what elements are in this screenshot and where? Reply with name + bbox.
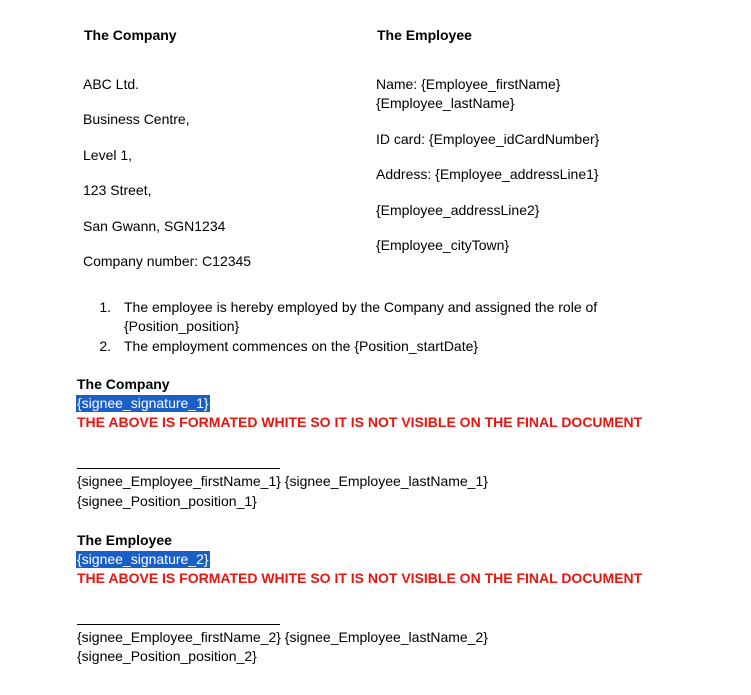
company-name: ABC Ltd. (83, 76, 140, 92)
employee-address-line: {Employee_addressLine2} (376, 202, 540, 218)
signature-heading: The Company (77, 376, 170, 392)
employee-id-card: ID card: {Employee_idCardNumber} (376, 131, 600, 147)
signature-heading: The Employee (77, 532, 172, 548)
employee-city-town: {Employee_cityTown} (376, 237, 510, 253)
company-address-line: Business Centre, (83, 111, 190, 127)
signature-placeholder: {signee_signature_1} (77, 395, 209, 411)
clause-text-continued: {Position_position} (124, 318, 240, 334)
company-number: Company number: C12345 (83, 253, 252, 269)
white-format-warning: THE ABOVE IS FORMATED WHITE SO IT IS NOT VISIBLE ON THE FINAL DOCUMENT (77, 570, 643, 586)
clause-text: The employment commences on the {Position_startDate} (124, 338, 479, 354)
white-format-warning: THE ABOVE IS FORMATED WHITE SO IT IS NOT VISIBLE ON THE FINAL DOCUMENT (77, 414, 643, 430)
clause-text: The employee is hereby employed by the Company and assigned the role of (124, 299, 598, 315)
clause-number: 1. (99, 299, 111, 315)
employee-name: Name: {Employee_firstName} (376, 76, 561, 92)
employee-address-line: Address: {Employee_addressLine1} (376, 166, 599, 182)
company-address-line: 123 Street, (83, 182, 152, 198)
signature-line (77, 468, 280, 469)
signature-placeholder: {signee_signature_2} (77, 551, 209, 567)
signee-name: {signee_Employee_firstName_2} {signee_Employee_lastName_2} (77, 629, 488, 645)
employee-last-name: {Employee_lastName} (376, 95, 515, 111)
signee-position: {signee_Position_position_2} (77, 648, 257, 664)
signee-name: {signee_Employee_firstName_1} {signee_Employee_lastName_1} (77, 473, 488, 489)
company-address-line: San Gwann, SGN1234 (83, 218, 226, 234)
signature-line (77, 624, 280, 625)
company-address-line: Level 1, (83, 147, 133, 163)
signee-position: {signee_Position_position_1} (77, 493, 257, 509)
company-heading: The Company (84, 27, 177, 43)
clause-number: 2. (99, 338, 111, 354)
employee-heading: The Employee (377, 27, 472, 43)
